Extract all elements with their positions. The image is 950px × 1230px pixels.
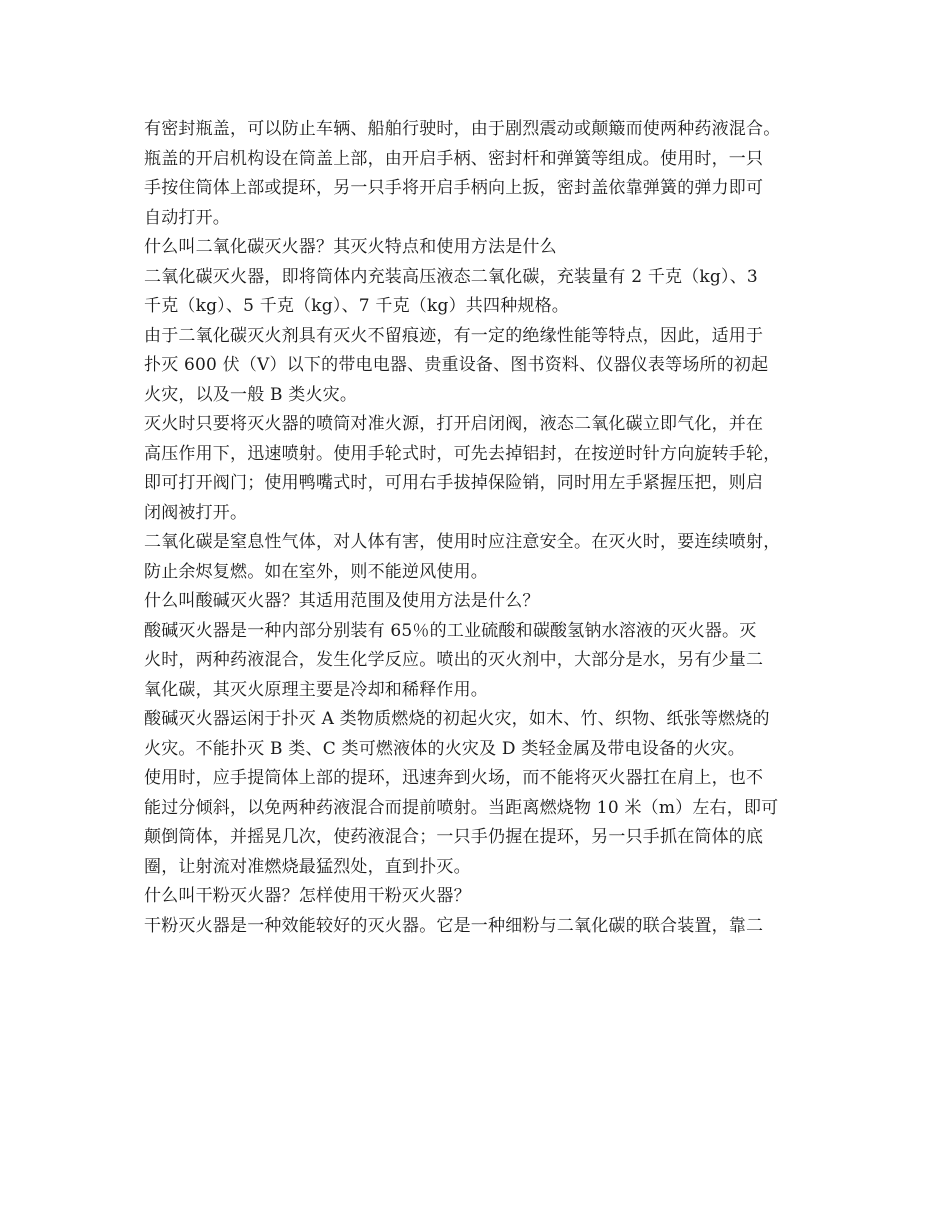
- section-heading: 什么叫干粉灭火器？怎样使用干粉灭火器？: [144, 886, 471, 906]
- text-line: 圈，让射流对准燃烧最猛烈处，直到扑灭。: [144, 856, 471, 877]
- text-line: 自动打开。: [144, 207, 230, 228]
- text-line: 闭阀被打开。: [144, 502, 248, 523]
- text-line: 二氧化碳是窒息性气体，对人体有害，使用时应注意安全。在灭火时，要连续喷射，: [144, 532, 781, 552]
- text-line: 防止余烬复燃。如在室外，则不能逆风使用。: [144, 561, 488, 582]
- text-line: 颠倒筒体，并摇晃几次，使药液混合；一只手仍握在提环，另一只手抓在筒体的底: [144, 827, 764, 847]
- text-line: 即可打开阀门；使用鸭嘴式时，可用右手拔掉保险销，同时用左手紧握压把，则启: [144, 473, 764, 493]
- document-body: [144, 115, 824, 941]
- text-line: 氧化碳，其灭火原理主要是冷却和稀释作用。: [144, 679, 488, 700]
- text-line: 使用时，应手提筒体上部的提环，迅速奔到火场，而不能将灭火器扛在肩上，也不: [144, 768, 764, 788]
- section-heading: 什么叫酸碱灭火器？其适用范围及使用方法是什么？: [144, 591, 540, 611]
- text-line: 灭火时只要将灭火器的喷筒对准火源，打开启闭阀，液态二氧化碳立即气化，并在: [144, 414, 764, 434]
- text-line: 酸碱灭火器运闲于扑灭 A 类物质燃烧的初起火灾，如木、竹、织物、纸张等燃烧的: [144, 709, 770, 729]
- text-line: 火灾，以及一般 B 类火灾。: [144, 384, 358, 405]
- text-line: 千克（kg）、5 千克（kg）、7 千克（kg）共四种规格。: [144, 296, 569, 316]
- text-line: 高压作用下，迅速喷射。使用手轮式时，可先去掉铝封，在按逆时针方向旋转手轮，: [144, 443, 781, 464]
- text-line: 手按住筒体上部或提环，另一只手将开启手柄向上扳，密封盖依靠弹簧的弹力即可: [144, 178, 764, 198]
- text-line: 酸碱灭火器是一种内部分别装有 65％的工业硫酸和碳酸氢钠水溶液的灭火器。灭: [144, 620, 757, 641]
- text-line: 干粉灭火器是一种效能较好的灭火器。它是一种细粉与二氧化碳的联合装置，靠二: [144, 915, 764, 936]
- text-line: 火灾。不能扑灭 B 类、C 类可燃液体的火灾及 D 类轻金属及带电设备的火灾。: [144, 738, 745, 759]
- text-line: 瓶盖的开启机构设在筒盖上部，由开启手柄、密封杆和弹簧等组成。使用时，一只: [144, 148, 764, 169]
- text-line: 能过分倾斜，以免两种药液混合而提前喷射。当距离燃烧物 10 米（m）左右，即可: [144, 797, 779, 818]
- text-line: 扑灭 600 伏（V）以下的带电电器、贵重设备、图书资料、仪器仪表等场所的初起: [144, 355, 769, 375]
- text-line: 由于二氧化碳灭火剂具有灭火不留痕迹，有一定的绝缘性能等特点，因此，适用于: [144, 325, 764, 346]
- text-line: 有密封瓶盖，可以防止车辆、船舶行驶时，由于剧烈震动或颠簸而使两种药液混合。: [144, 119, 781, 139]
- section-heading: 什么叫二氧化碳灭火器？其灭火特点和使用方法是什么: [144, 237, 557, 257]
- text-line: 二氧化碳灭火器，即将筒体内充装高压液态二氧化碳，充装量有 2 千克（kg）、3: [144, 266, 758, 287]
- text-line: 火时，两种药液混合，发生化学反应。喷出的灭火剂中，大部分是水，另有少量二: [144, 650, 764, 670]
